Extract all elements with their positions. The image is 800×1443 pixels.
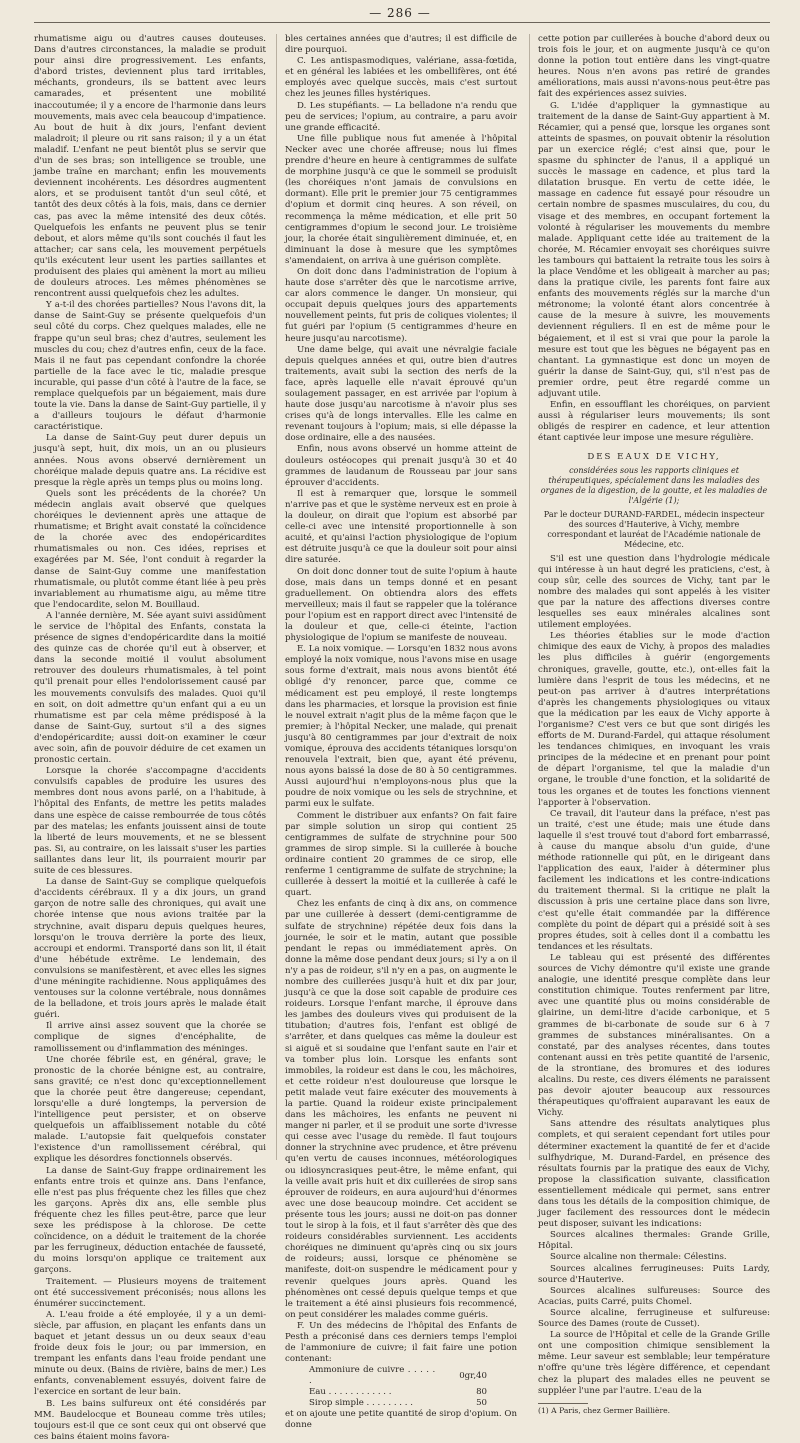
paragraph: et on ajoute une petite quantité de sirop d'opium. On donne bbox=[285, 1409, 517, 1431]
paragraph: rhumatisme aigu ou d'autres causes douteuses. Dans d'autres circonstances, la maladie se produit pour ainsi dire progressivement. Les enfants, d'abord tristes, deviennent plus tard irritables, méchants, grondeurs, ils se battent avec leurs camarades, et présentent une mobilité inaccoutumée; il y a encore de l'harmonie dans leurs mouvements, mais avec cela beaucoup d'impatience. Au bout de huit à dix jours, l'enfant devient maladroit; il pleure ou rit sans raison; il y a un état maladif. L'enfant ne peut bientôt plus se servir que d'un de ses bras; son intelligence se trouble, une jambe traîne en marchant; enfin les mouvements deviennent incohérents. Les désordres augmentent alors, et se produisent tantôt d'un seul côté, et tantôt des deux côtés à la fois, mais, dans ce dernier cas, pas avec la même intensité des deux côtés. Quelquefois les enfants ne peuvent plus se tenir debout, et alors même qu'ils sont couchés il faut les attacher; car sans cela, les mouvement perpétuels qu'ils exécutent leur usent les parties saillantes et produisent des plaies qui amènent la mort au milieu de douleurs atroces. Les mêmes phénomènes se rencontrent aussi quelquefois chez les adultes. bbox=[34, 34, 266, 300]
paragraph: Une chorée fébrile est, en général, grave; le pronostic de la chorée bénigne est, au contraire, sans gravité; ce n'est donc qu'exceptionnellement que la chorée peut être dangereuse; cependant, lorsqu'elle a duré longtemps, la perversion de l'intelligence peut persister, et on observe quelquefois un affaiblissement notable du côté malade. L'autopsie fait quelquefois constater l'existence d'un ramollissement cérébral, qui explique les désordres fonctionnels observés. bbox=[34, 1054, 266, 1165]
section-title: DES EAUX DE VICHY, bbox=[587, 452, 721, 463]
paragraph: Enfin, en essoufflant les choréiques, on parvient aussi à régulariser leurs mouvements; ils sont obligés de respirer en cadence, et leur attention étant captivée leur impose une mesure régulière. bbox=[538, 400, 770, 444]
paragraph: A l'année dernière, M. Sée ayant suivi assidûment le service de l'hôpital des Enfants, constata la présence de signes d'endopéricardite dans la moitié des quinze cas de chorée qu'il eut à observer, et dans la seconde moitié il voulut absolument retrouver des douleurs rhumatismales, à tel point qu'il prenait pour elles l'endolorissement causé par les mouvements convulsifs des malades. Quoi qu'il en soit, on doit admettre qu'un enfant qui a eu un rhumatisme est par cela même prédisposé à la danse de Saint-Guy, surtout s'il a des signes d'endopéricardite; aussi doit-on examiner le cœur avec soin, afin de pouvoir déduire de cet examen un pronostic certain. bbox=[34, 610, 266, 766]
paragraph: Lorsque la chorée s'accompagne d'accidents convulsifs capables de produire les usures des membres dont nous avons parlé, on a l'habitude, à l'hôpital des Enfants, de mettre les petits malades dans une espèce de caisse rembourrée de tous côtés par des matelas; les enfants jouissent ainsi de toute la liberté de leurs mouvements, et ne se blessent pas. Si, au contraire, on les laissait s'user les parties saillantes dans leur lit, ils pourraient mourir par suite de ces blessures. bbox=[34, 766, 266, 877]
paragraph: On doit donc donner tout de suite l'opium à haute dose, mais dans un temps donné et en pesant graduellement. On obtiendra alors des effets merveilleux; mais il faut se rappeler que la tolérance pour l'opium est en rapport direct avec l'intensité de la douleur et que, celle-ci éteinte, l'action physiologique de l'opium se manifeste de nouveau. bbox=[285, 566, 517, 644]
prescription-row bbox=[285, 1398, 517, 1409]
paragraph: Les théories établies sur le mode d'action chimique des eaux de Vichy, à propos des maladies les plus difficiles à guérir (engorgements chroniques, gravelle, goutte, etc.), ont-elles fait la lumière dans l'esprit de tous les médecins, et ne peut-on pas arriver à d'autres interprétations d'après les changements physiologiques ou vitaux que la médication par les eaux de Vichy apporte à l'organisme? C'est vers ce but que sont dirigés les efforts de M. Durand-Fardel, qui attaque résolument les tendances chimiques, en invoquant les vrais principes de la médecine et en prenant pour point de départ l'organisme, tel que la maladie d'un organe, le trouble d'une fonction, et la solidarité de tous les organes et de toutes les fonctions viennent l'apporter à l'observation. bbox=[538, 631, 770, 808]
paragraph: Il arrive ainsi assez souvent que la chorée se complique de signes d'encéphalite, de ramollissement ou d'inflammation des méninges. bbox=[34, 1021, 266, 1054]
paragraph: C. Les antispasmodiques, valériane, assa-fœtida, et en général les labiées et les ombellifères, ont été employés avec quelque succès, mais c'est surtout chez les jeunes filles hystériques. bbox=[285, 56, 517, 100]
paragraph: Source alcaline non thermale: Célestins. bbox=[550, 1252, 727, 1263]
column-middle bbox=[285, 34, 517, 1431]
prescription-row bbox=[285, 1365, 517, 1387]
paragraph: Sources alcalines ferrugineuses: Puits Lardy, source d'Hauterive. bbox=[538, 1263, 770, 1285]
author-line: Par le docteur DURAND-FARDEL, médecin inspecteur des sources d'Hauterive, à Vichy, membre correspondant et lauréat de l'Académie nationale de Médecine, etc. bbox=[543, 509, 765, 549]
paragraph: Sources alcalines thermales: Grande Grille, Hôpital. bbox=[538, 1230, 770, 1252]
paragraph: La source de l'Hôpital et celle de la Grande Grille ont une composition chimique sensiblement la même. Leur saveur est semblable; leur température n'offre qu'une très légère différence, et cependant chez la plupart des malades elles ne peuvent se suppléer l'une par l'autre. L'eau de la bbox=[538, 1330, 770, 1396]
paragraph: La danse de Saint-Guy peut durer depuis un jusqu'à sept, huit, dix mois, un an ou plusieurs années. Nous avons observé dernièrement un choréique malade depuis quatre ans. La récidive est presque la règle après un temps plus ou moins long. bbox=[34, 433, 266, 488]
paragraph: Sources alcalines sulfureuses: Source des Acacias, puits Carré, puits Chomel. bbox=[538, 1285, 770, 1307]
paragraph: cette potion par cuillerées à bouche d'abord deux ou trois fois le jour, et on augmente jusqu'à ce qu'on donne la potion tout entière dans les vingt-quatre heures. Nous n'en avons pas retiré de grandes améliorations, mais aussi n'avons-nous peut-être pas fait des expériences assez suivies. bbox=[538, 34, 770, 100]
page-number: — 286 — bbox=[369, 6, 431, 20]
ingredient-name: Ammoniure de cuivre . . . . . . bbox=[309, 1365, 436, 1387]
paragraph: Quels sont les précédents de la chorée? Un médecin anglais avait observé que quelques choréiques le deviennent après une attaque de rhumatisme; et Bright avait constaté la coïncidence de la chorée avec des endopéricardites rhumatismales ou non. Ces idées, reprises et exagérées par M. Sée, l'ont conduit à regarder la danse de Saint-Guy comme une manifestation rhumatismale, ou plutôt comme étant liée à peu près invariablement au rhumatisme aigu, au même titre que l'endocardite, selon M. Bouillaud. bbox=[34, 488, 266, 610]
paragraph: A. L'eau froide a été employée, il y a un demi-siècle, par affusion, en plaçant les enfants dans un baquet et jetant dessus un ou deux seaux d'eau froide deux fois le jour; ou par immersion, en trempant les enfants dans l'eau froide pendant une minute ou deux. (Bains de rivière, bains de mer.) Les enfants, convenablement essuyés, doivent faire de l'exercice en sortant de leur bain. bbox=[34, 1309, 266, 1398]
ingredient-amount: 80 bbox=[476, 1387, 487, 1398]
paragraph: Source alcaline, ferrugineuse et sulfureuse: Source des Dames (route de Cusset). bbox=[538, 1307, 770, 1330]
paragraph: Y a-t-il des chorées partielles? Nous l'avons dit, la danse de Saint-Guy se présente quelquefois d'un seul côté du corps. Chez quelques malades, elle ne frappe qu'un seul bras; chez d'autres, seulement les muscles du cou; chez d'autres enfin, ceux de la face. Mais il ne faut pas cependant confondre la chorée partielle de la face avec le tic, maladie presque incurable, qui passe d'un côté à l'autre de la face, se remplace quelquefois par un bégaiement, mais dure toute la vie. Dans la danse de Saint-Guy partielle, il y a d'ailleurs toujours le défaut d'harmonie caractéristique. bbox=[34, 300, 266, 433]
ingredient-amount: 0gr,40 bbox=[459, 1370, 487, 1381]
paragraph: Il est à remarquer que, lorsque le sommeil n'arrive pas et que le système nerveux est en proie à la douleur, on dirait que l'opium est absorbé par celle-ci avec une intensité proportionnelle à son acuité, et qu'ainsi l'action physiologique de l'opium est détruite jusqu'à ce que la douleur soit pour ainsi dire saturée. bbox=[285, 488, 517, 566]
paragraph: Une fille publique nous fut amenée à l'hôpital Necker avec une chorée affreuse; nous lui fîmes prendre d'heure en heure à centigrammes de sulfate de morphine jusqu'à ce que le sommeil se produisît (les choréiques n'ont jamais de convulsions en dormant). Elle prit le premier jour 75 centigrammes d'opium et dormit cinq heures. A son réveil, on recommença la même médication, et elle prit 50 centigrammes d'opium le second jour. Le troisième jour, la chorée était singulièrement diminuée, et, en diminuant la dose à mesure que les symptômes s'amendaient, on arriva à une guérison complète. bbox=[285, 133, 517, 266]
paragraph: F. Un des médecins de l'hôpital des Enfants de Pesth a préconisé dans ces derniers temps l'emploi de l'ammoniure de cuivre; il fait faire une potion contenant: bbox=[285, 1320, 517, 1365]
section-subtitle: considérées sous les rapports cliniques et thérapeutiques, spécialement dans les maladies des organes de la digestion, de la goutte, et les maladies de l'Algérie (1); bbox=[540, 465, 768, 505]
paragraph: Enfin, nous avons observé un homme atteint de douleurs ostéocopes qui prenait jusqu'à 30 et 40 grammes de laudanum de Rousseau par jour sans éprouver d'accidents. bbox=[285, 444, 517, 488]
paragraph: On doit donc dans l'administration de l'opium à haute dose s'arrêter dès que le narcotisme arrive, car alors commence le danger. Un monsieur, qui occupait depuis quelques jours des appartements nouvellement peints, fut pris de coliques violentes; il fut guéri par l'opium (5 centigrammes d'heure en heure jusqu'au narcotisme). bbox=[285, 266, 517, 344]
prescription-row bbox=[285, 1387, 517, 1398]
paragraph: Sans attendre des résultats analytiques plus complets, et qui seraient cependant fort utiles pour déterminer exactement la quantité de fer et d'acide sulfhydrique, M. Durand-Fardel, en présence des résultats fournis par la pratique des eaux de Vichy, propose la classification suivante, classification essentiellement médicale qui permet, sans entrer dans tous les détails de la composition chimique, de juger facilement des ressources dont le médecin peut disposer, suivant les indications: bbox=[538, 1119, 770, 1230]
paragraph: Chez les enfants de cinq à dix ans, on commence par une cuillerée à dessert (demi-centigramme de sulfate de strychnine) répétée deux fois dans la journée, le soir et le matin, autant que possible pendant le repas ou immédiatement après. On donne la même dose pendant deux jours; si l'y a on il n'y a pas de roideur, s'il n'y en a pas, on augmente le nombre des cuillerées jusqu'à huit et dix par jour, jusqu'à ce que la dose soit capable de produire ces roideurs. Lorsque l'enfant marche, il éprouve dans les jambes des douleurs vives qui produisent de la titubation; d'autres fois, l'enfant est obligé de s'arrêter, et dans quelques cas même la douleur est si aiguë et si soudaine que l'enfant saute en l'air et va tomber plus loin. Lorsque les enfants sont immobiles, la roideur est dans le cou, les mâchoires, et cette roideur n'est douloureuse que lorsque le petit malade veut faire exécuter des mouvements à la partie. Quand la roideur existe principalement dans les mâchoires, les enfants ne peuvent ni manger ni parler, et il se produit une sorte d'ivresse qui cesse avec l'usage du remède. Il faut toujours donner la strychnine avec prudence, et être prévenu qu'en vertu de causes inconnues, météorologiques ou idiosyncrasiques peut-être, le même enfant, qui la veille avait pris huit et dix cuillerées de sirop sans éprouver de roideurs, en aura aujourd'hui d'énormes avec une dose beaucoup moindre. Cet accident se présente tous les jours; aussi ne doit-on pas donner tout le sirop à la fois, et il faut s'arrêter dès que des roideurs considérables surviennent. Les accidents choréiques ne diminuent qu'après cinq ou six jours de roideurs; aussi, lorsque ce phénomène se manifeste, doit-on suspendre le médicament pour y revenir quelques jours après. Quand les phénomènes ont cessé depuis quelque temps et que le traitement a été ainsi plusieurs fois recommencé, on peut considérer les malades comme guéris. bbox=[285, 899, 517, 1320]
column-separator bbox=[529, 34, 530, 1160]
footnote-rule bbox=[538, 1403, 588, 1404]
column-left bbox=[34, 34, 266, 1442]
paragraph: Le tableau qui est présenté des différentes sources de Vichy démontre qu'il existe une grande analogie, une identité presque complète dans leur constitution chimique. Toutes renferment par litre, avec une quantité plus ou moins considérable de glairine, un demi-litre d'acide carbonique, et 5 grammes de bi-carbonate de soude sur 6 à 7 grammes de substances minéralisantes. On a constaté, par des analyses récentes, dans toutes contenant aussi en très petite quantité de l'arsenic, de la strontiane, des bromures et des iodures alcalins. Du reste, ces divers éléments ne paraissent pas devoir ajouter beaucoup aux ressources thérapeutiques qu'offraient auparavant les eaux de Vichy. bbox=[538, 952, 770, 1119]
ingredient-name: Eau . . . . . . . . . . . . bbox=[309, 1387, 392, 1398]
ingredient-name: Sirop simple . . . . . . . . . bbox=[309, 1398, 413, 1409]
paragraph: La danse de Saint-Guy se complique quelquefois d'accidents cérébraux. Il y a dix jours, un grand garçon de notre salle des chroniques, qui avait une chorée intense que nous avions traitée par la strychnine, avait disparu depuis quelques heures, lorsqu'on le trouva derrière la porte des lieux, accroupi et endormi. Transporté dans son lit, il était d'une hébétude extrême. Le lendemain, des convulsions se manifestèrent, et avec elles les signes d'une méningite rachidienne. Nous appliquâmes des ventouses sur la colonne vertébrale, nous donnâmes de la belladone, et trois jours après le malade était guéri. bbox=[34, 877, 266, 1021]
paragraph: bles certaines années que d'autres; il est difficile de dire pourquoi. bbox=[285, 34, 517, 56]
ingredient-amount: 50 bbox=[476, 1398, 487, 1409]
column-right bbox=[538, 34, 770, 1415]
paragraph: D. Les stupéfiants. — La belladone n'a rendu que peu de services; l'opium, au contraire, a paru avoir une grande efficacité. bbox=[285, 100, 517, 133]
paragraph: Une dame belge, qui avait une névralgie faciale depuis quelques années et qui, outre bien d'autres traitements, avait subi la section des nerfs de la face, après laquelle elle n'avait éprouvé qu'un soulagement passager, en est arrivée par l'opium à haute dose jusqu'au narcotisme à n'avoir plus ses crises qu'à de longs intervalles. Elle les calme en revenant toujours à l'opium; mais, si elle dépasse la dose ordinaire, elle a des nausées. bbox=[285, 344, 517, 444]
paragraph: G. L'idée d'appliquer la gymnastique au traitement de la danse de Saint-Guy appartient à M. Récamier, qui a pensé que, lorsque les organes sont atteints de spasmes, on pouvait obtenir la résolution par un exercice réglé; c'est ainsi que, pour le spasme du sphincter de l'anus, il a appliqué un succès le massage en cadence, et plus tard la dilatation brusque. En vertu de cette idée, le massage en cadence fut essayé pour résoudre un certain nombre de spasmes musculaires, du cou, du visage et des membres, en occupant fortement la volonté à régulariser les mouvements du membre malade. Appliquant cette idée au traitement de la chorée, M. Récamier envoyait ses choréiques suivre les tambours qui battaient la retraite tous les soirs à la place Vendôme et les obligeait à marcher au pas; dans la pratique civile, les parents font faire aux enfants des mouvements réglés sur la marche d'un métronome; la volonté étant alors concentrée à cause de la mesure à suivre, les mouvements deviennent réguliers. Il en est de même pour le bégaiement, et il est si vrai que pour la parole la mesure est tout que les bègues ne bégayent pas en chantant. La gymnastique est donc un moyen de guérir la danse de Saint-Guy, qui, s'il n'est pas de premier ordre, peut être regardé comme un adjuvant utile. bbox=[538, 100, 770, 399]
paragraph: S'il est une question dans l'hydrologie médicale qui intéresse à un haut degré les praticiens, c'est, à coup sûr, celle des sources de Vichy, tant par le nombre des malades qui sont appelés à les visiter que par la nature des affections diverses contre lesquelles ses eaux minérales alcalines sont utilement employées. bbox=[538, 553, 770, 631]
paragraph: Comment le distribuer aux enfants? On fait faire par simple solution un sirop qui contient 25 centigrammes de sulfate de strychnine pour 500 grammes de sirop simple. Si la cuillerée à bouche ordinaire contient 20 grammes de ce sirop, elle renferme 1 centigramme de sulfate de strychnine; la cuillerée à dessert la moitié et la cuillerée à café le quart. bbox=[285, 810, 517, 899]
paragraph: B. Les bains sulfureux ont été considérés par MM. Baudelocque et Bouneau comme très utiles; toujours est-il que ce sont ceux qui ont observé que ces bains étaient moins favora- bbox=[34, 1398, 266, 1442]
prescription-table bbox=[285, 1365, 517, 1409]
header-rule bbox=[34, 22, 770, 23]
footnote: (1) A Paris, chez Germer Baillière. bbox=[538, 1405, 670, 1415]
paragraph: La danse de Saint-Guy frappe ordinairement les enfants entre trois et quinze ans. Dans l'enfance, elle n'est pas plus fréquente chez les filles que chez les garçons. Après dix ans, elle semble plus fréquente chez les filles peut-être, parce que leur sexe les prédispose à la chlorose. De cette coïncidence, on a déduit le traitement de la chorée par les ferrugineux, déduction entachée de fausseté, du moins lorsqu'on applique ce traitement aux garçons. bbox=[34, 1165, 266, 1276]
paragraph: Ce travail, dit l'auteur dans la préface, n'est pas un traité, c'est une étude; mais une étude dans laquelle il s'est trouvé tout d'abord fort embarrassé, à cause du manque absolu d'un guide, d'une méthode rationnelle qui pût, en le dirigeant dans l'application des eaux, l'aider à déterminer plus facilement les indications et les contre-indications du traitement thermal. Si la critique ne plaît la discussion à pris une certaine place dans son livre, c'est qu'elle était commandée par la différence complète du point de départ qui a présidé soit à ses propres études, soit à celles dont il a combattu les tendances et les résultats. bbox=[538, 808, 770, 952]
column-separator bbox=[276, 34, 277, 1160]
paragraph: E. La noix vomique. — Lorsqu'en 1832 nous avons employé la noix vomique, nous l'avons mise en usage sous forme d'extrait, mais nous avons bientôt été obligé d'y renoncer, parce que, comme ce médicament est peu employé, il reste longtemps dans les pharmacies, et lorsque la provision est finie le nouvel extrait n'agit plus de la même façon que le premier; à l'hôpital Necker, une malade, qui prenait jusqu'à 80 centigrammes par jour d'extrait de noix vomique, éprouva des accidents tétaniques lorsqu'on renouvela l'extrait, bien que, ayant été prévenu, nous ayons baissé la dose de 80 à 50 centigrammes. Aussi aujourd'hui n'employons-nous plus que la poudre de noix vomique ou les sels de strychnine, et parmi eux le sulfate. bbox=[285, 644, 517, 810]
paragraph: Traitement. — Plusieurs moyens de traitement ont été successivement préconisés; nous allons les énumérer succinctement. bbox=[34, 1276, 266, 1309]
